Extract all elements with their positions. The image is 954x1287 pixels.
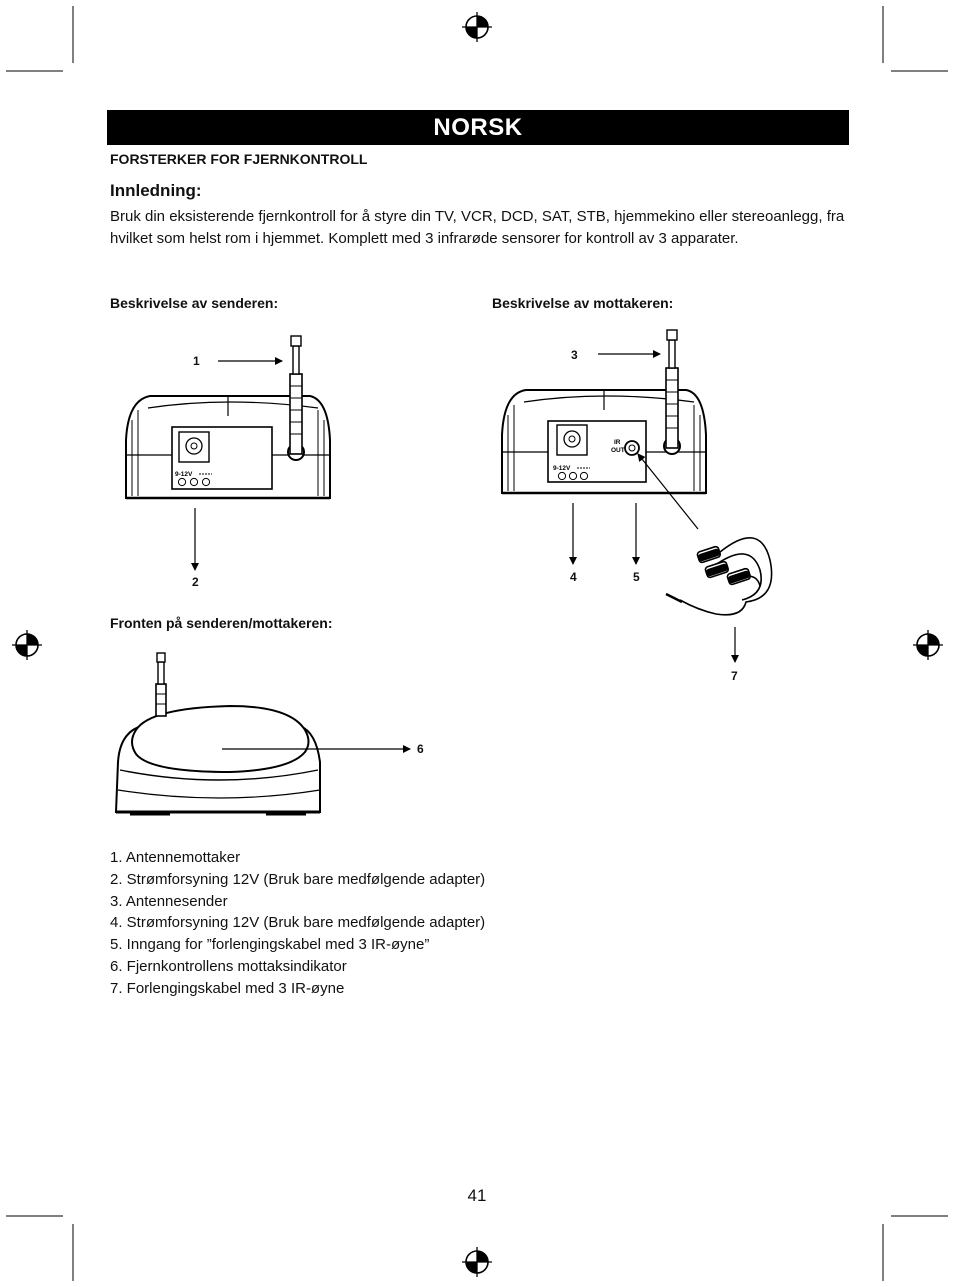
intro-text: Bruk din eksisterende fjernkontroll for å styre din TV, VCR, DCD, SAT, STB, hjemmekino eller stereoanlegg, fra hvilket som helst rom i hjemmet. Komplett med 3 infrarøde sensorer for kontroll av 3 apparater. <box>110 208 845 247</box>
legend-item: 2. Strømforsyning 12V (Bruk bare medfølgende adapter) <box>110 870 486 888</box>
callout-7: 7 <box>731 669 738 683</box>
front-heading: Fronten på senderen/mottakeren: <box>110 615 333 631</box>
legend-item: 5. Inngang for ”forlengingskabel med 3 IR-øyne” <box>110 936 430 954</box>
section-title: FORSTERKER FOR FJERNKONTROLL <box>110 151 368 167</box>
legend-item: 4. Strømforsyning 12V (Bruk bare medfølgende adapter) <box>110 914 486 932</box>
callout-6: 6 <box>417 742 424 756</box>
callout-1: 1 <box>193 354 200 368</box>
receiver-power-label: 9-12V <box>553 465 571 472</box>
receiver-heading: Beskrivelse av mottakeren: <box>492 295 674 311</box>
front-view-illustration <box>116 653 320 813</box>
callout-2: 2 <box>192 575 199 589</box>
legend-item: 1. Antennemottaker <box>110 849 241 866</box>
transmitter-power-label: 9-12V <box>175 471 193 478</box>
callout-5: 5 <box>633 570 640 584</box>
legend-item: 3. Antennesender <box>110 892 228 910</box>
transmitter-heading: Beskrivelse av senderen: <box>110 295 279 311</box>
intro-heading: Innledning: <box>110 181 202 200</box>
ir-out-label-line1: IR <box>614 439 621 446</box>
callout-4: 4 <box>570 570 577 584</box>
transmitter-rear-illustration <box>126 336 330 498</box>
legend-item: 7. Forlengingskabel med 3 IR-øyne <box>110 979 345 997</box>
callout-3: 3 <box>571 348 578 362</box>
ir-eye-cable-illustration <box>666 538 772 615</box>
legend-item: 6. Fjernkontrollens mottaksindikator <box>110 957 347 975</box>
language-header: NORSK <box>107 110 849 145</box>
ir-out-label-line2: OUT <box>611 447 625 454</box>
page-number: 41 <box>467 1186 487 1205</box>
parts-legend <box>110 847 485 1000</box>
